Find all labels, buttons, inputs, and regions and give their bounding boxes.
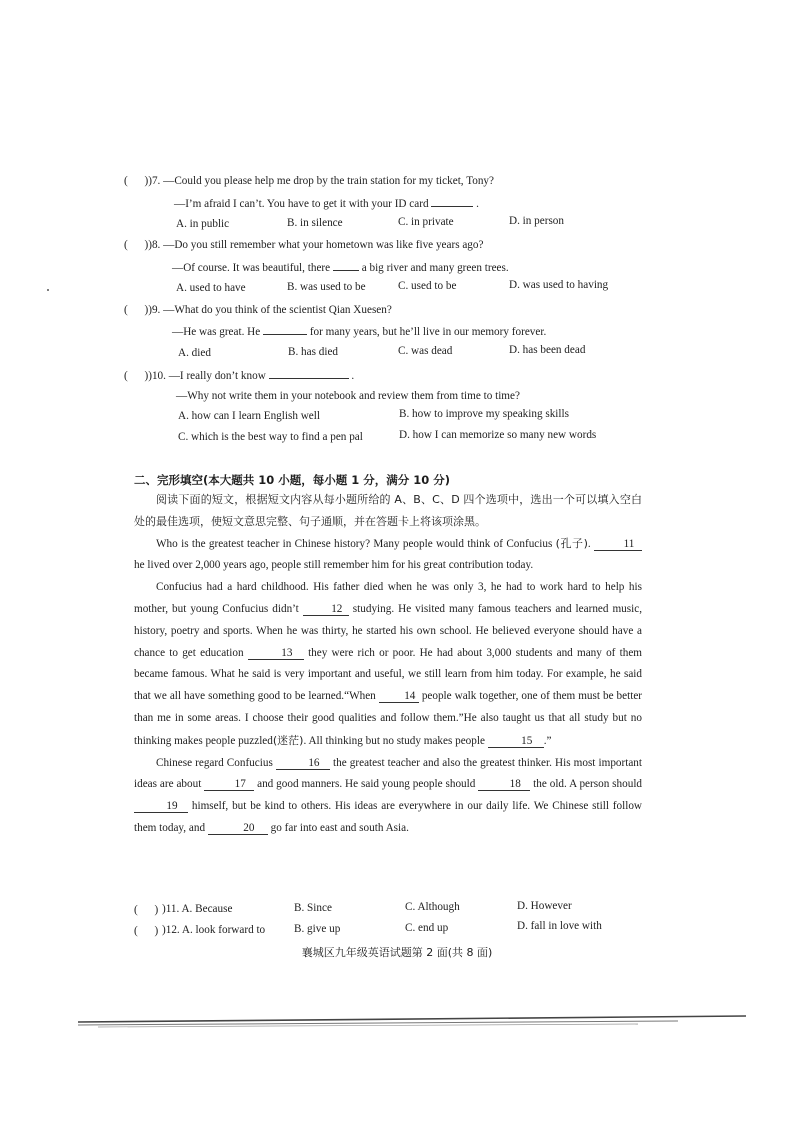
- cloze-blank[interactable]: 19: [134, 800, 188, 813]
- question-10-stem: ( ))10. —I really don’t know .: [124, 370, 355, 382]
- instructions: 阅读下面的短文，根据短文内容从每小题所给的 A、B、C、D 四个选项中，选出一个可以填入空白处的最佳选项，使短文意思完整、句子通顺，并在答题卡上将该项涂黑。: [134, 493, 642, 528]
- cloze-blank[interactable]: 15: [488, 735, 544, 748]
- question-7-reply: —I’m afraid I can’t. You have to get it with your ID card .: [174, 198, 479, 210]
- option-b[interactable]: B. how to improve my speaking skills: [399, 408, 569, 420]
- cloze-blank[interactable]: 20: [208, 822, 268, 835]
- option-a[interactable]: A. how can I learn English well: [178, 410, 320, 422]
- answer-paren[interactable]: ( ): [124, 239, 149, 251]
- scan-speck: [47, 289, 49, 291]
- question-9-reply: —He was great. He for many years, but he’ll live in our memory forever.: [172, 326, 547, 338]
- question-10-reply: —Why not write them in your notebook and review them from time to time?: [176, 390, 520, 402]
- passage-paragraph: Who is the greatest teacher in Chinese history? Many people would think of Confucius (孔子). 11 he lived over 2,000 years ago, people still remember him for his great contribution today.: [134, 533, 642, 578]
- option-c[interactable]: C. was dead: [398, 345, 453, 357]
- page-footer: 襄城区九年级英语试题第 2 面(共 8 面): [301, 946, 493, 959]
- cloze-passage: [134, 489, 642, 840]
- cloze-blank[interactable]: 18: [478, 778, 530, 791]
- option-d[interactable]: D. However: [517, 900, 572, 912]
- option-c[interactable]: C. which is the best way to find a pen pal: [178, 431, 363, 443]
- passage-paragraph: Chinese regard Confucius 16 the greatest teacher and also the greatest thinker. His most important ideas are about 17 and good manners. He said young people should 18 the old. A person should 19 himself, but be kind to others. His ideas are everywhere in our daily life. We Chinese still follow them today, and 20 go far into east and south Asia.: [134, 756, 643, 834]
- option-b[interactable]: B. was used to be: [287, 281, 366, 293]
- cloze-blank[interactable]: 11: [594, 538, 642, 551]
- option-b[interactable]: B. Since: [294, 902, 332, 914]
- cloze-blank[interactable]: 14: [379, 690, 419, 703]
- question-8-stem: ( ))8. —Do you still remember what your hometown was like five years ago?: [124, 239, 484, 251]
- question-7-stem: ( ))7. —Could you please help me drop by the train station for my ticket, Tony?: [124, 175, 494, 187]
- option-a[interactable]: A. used to have: [176, 282, 246, 294]
- option-d[interactable]: D. in person: [509, 215, 564, 227]
- answer-paren[interactable]: ( ): [134, 904, 159, 916]
- answer-paren[interactable]: ( ): [124, 175, 149, 187]
- cloze-blank[interactable]: 12: [303, 603, 349, 616]
- option-a[interactable]: )11. A. Because: [162, 903, 233, 915]
- option-c[interactable]: C. used to be: [398, 280, 457, 292]
- passage-paragraph: Confucius had a hard childhood. His father died when he was only 3, he had to work hard to help his mother, but young Confucius didn’t 12 studying. He visited many famous teachers and learned music, history, poetry and sports. When he was thirty, he started his own school. He believed everyone should have a chance to get education 13 they were rich or poor. He had about 3,000 students and many of them became famous. What he said is very important and useful, we still learn from him today. For example, he said that we all have something good to be learned.“When 14 people walk together, one of them must be better than me in some areas. I choose their good qualities and follow them.”He also taught us that all study but no thinking makes people puzzled(迷茫). All thinking but no study makes people 15 .”: [134, 581, 643, 747]
- question-8-reply: —Of course. It was beautiful, there a big river and many green trees.: [172, 262, 509, 274]
- bottom-rule: [78, 1010, 746, 1030]
- option-b[interactable]: B. give up: [294, 923, 341, 935]
- answer-paren[interactable]: ( ): [124, 370, 149, 382]
- cloze-blank[interactable]: 13: [248, 647, 304, 660]
- option-d[interactable]: D. fall in love with: [517, 920, 602, 932]
- answer-blank: [333, 260, 359, 271]
- answer-blank: [431, 196, 473, 207]
- answer-blank: [269, 368, 349, 379]
- cloze-blank[interactable]: 16: [276, 757, 330, 770]
- option-a[interactable]: A. in public: [176, 218, 230, 230]
- cloze-blank[interactable]: 17: [204, 778, 254, 791]
- option-d[interactable]: D. was used to having: [509, 279, 609, 291]
- option-c[interactable]: C. Although: [405, 901, 460, 913]
- option-b[interactable]: B. has died: [288, 346, 339, 358]
- option-a[interactable]: A. died: [178, 347, 211, 359]
- option-d[interactable]: D. how I can memorize so many new words: [399, 429, 597, 441]
- option-d[interactable]: D. has been dead: [509, 344, 586, 356]
- question-9-stem: ( ))9. —What do you think of the scientist Qian Xuesen?: [124, 304, 392, 316]
- answer-blank: [263, 324, 307, 335]
- section-title: 二、完形填空(本大题共 10 小题，每小题 1 分，满分 10 分): [134, 473, 451, 487]
- option-c[interactable]: C. end up: [405, 922, 449, 934]
- answer-paren[interactable]: ( ): [124, 304, 149, 316]
- option-c[interactable]: C. in private: [398, 216, 454, 228]
- option-b[interactable]: B. in silence: [287, 217, 343, 229]
- answer-paren[interactable]: ( ): [134, 925, 159, 937]
- option-a[interactable]: )12. A. look forward to: [162, 924, 266, 936]
